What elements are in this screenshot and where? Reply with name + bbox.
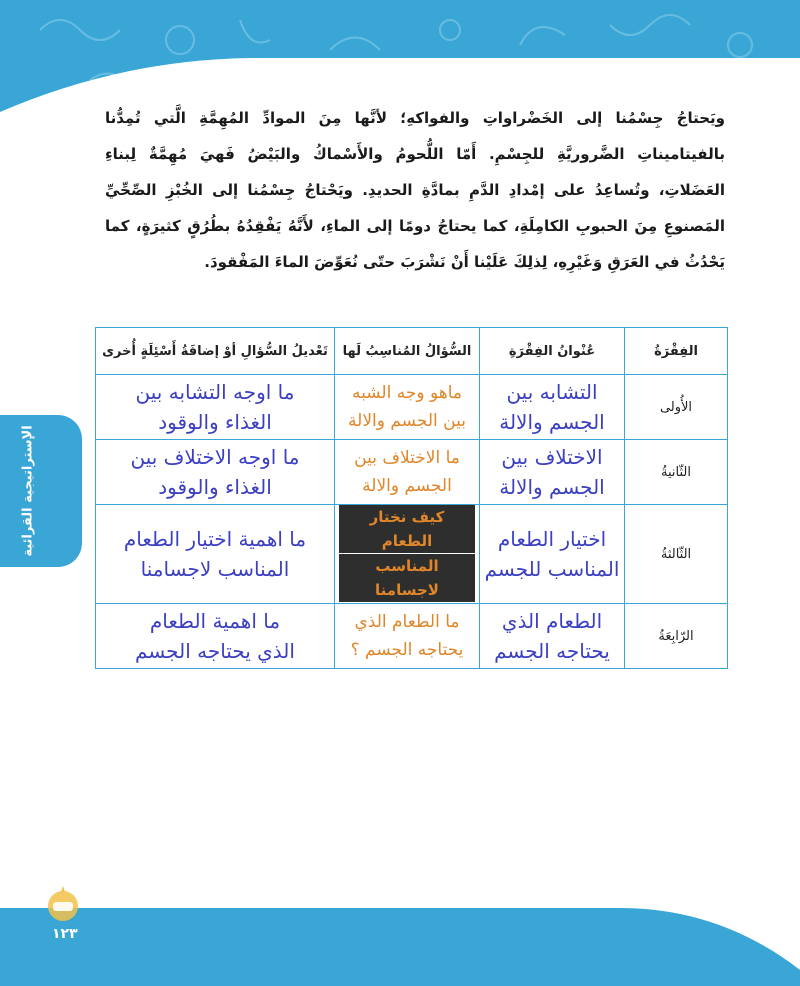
- row-paragraph: الثّانيةُ: [625, 440, 728, 505]
- table-row: [96, 375, 728, 440]
- body-paragraph: ويَحتاجُ جِسْمُنا إلى الخَضْراواتِ والفواكهِ؛ لأنَّها مِنَ الموادِّ المُهِمَّةِ الَّتي تُمِدُّنا بالفيتاميناتِ الضَّروريَّةِ للجِسْمِ. أَمّا اللُّحومُ والأَسْماكُ والبَيْضُ فَهيَ مُهِمَّةٌ لِبناءِ العَضَلاتِ، وتُساعِدُ على إمْدادِ الدَّمِ بمادَّةِ الحديدِ. ويَحْتاجُ جِسْمُنا إلى الخُبْزِ الصِّحِّيِّ المَصنوعِ مِنَ الحبوبِ الكامِلَةِ، كما يحتاجُ دومًا إلى الماءِ، لأَنَّهُ يَفْقِدُهُ بطُرُقٍ كثيرَةٍ، كما يَحْدُثُ في العَرَقِ وَغَيْرِهِ، لِذلِكَ عَلَيْنا أَنْ نَشْرَبَ حتّى نُعَوِّضَ الماءَ المَفْقودَ.: [105, 109, 725, 271]
- row-title-line: الطعام الذي: [501, 609, 603, 633]
- row-modified: [96, 375, 335, 440]
- row-title-line: الاختلاف بين: [501, 445, 603, 469]
- row-modified-line: ما اهمية اختيار الطعام: [123, 527, 307, 551]
- row-title: [480, 604, 625, 669]
- row-modified: [96, 440, 335, 505]
- row-title-line: التشابه بين: [506, 380, 598, 404]
- row-title-line: يحتاجه الجسم: [494, 639, 610, 663]
- paragraph-questions-table: [95, 327, 728, 669]
- row-modified: [96, 604, 335, 669]
- row-title: [480, 375, 625, 440]
- table-row: [96, 604, 728, 669]
- header-modified: تَعْديلُ السُّؤالِ أوْ إضافَةُ أَسْئِلَةٍ أُخرى: [96, 328, 335, 375]
- row-question-line: بين الجسم والالة: [348, 411, 466, 431]
- row-title: [480, 440, 625, 505]
- row-paragraph: الثّالثةُ: [625, 505, 728, 604]
- table-header-row: [96, 328, 728, 375]
- row-modified-line: المناسب لاجسامنا: [140, 557, 290, 581]
- header-paragraph: الفِقْرَةُ: [625, 328, 728, 375]
- side-tab-label: الإستراتيجية القرائية: [20, 425, 36, 557]
- row-question-line: كيف نختار الطعام: [339, 505, 475, 553]
- row-modified-line: ما اوجه الاختلاف بين: [130, 445, 300, 469]
- row-title-line: اختيار الطعام: [497, 527, 607, 551]
- row-paragraph: الأُولى: [625, 375, 728, 440]
- footer-wave: [0, 900, 800, 986]
- row-question: [335, 604, 480, 669]
- row-question-line: ما الاختلاف بين: [354, 448, 460, 468]
- row-question-highlighted: [335, 505, 480, 604]
- row-question-line: المناسب لاجسامنا: [339, 554, 475, 602]
- row-modified-line: الغذاء والوقود: [158, 410, 272, 434]
- row-title-line: المناسب للجسم: [484, 557, 620, 581]
- side-tab: [0, 415, 82, 567]
- row-title-line: الجسم والالة: [499, 410, 605, 434]
- row-modified-line: ما اوجه التشابه بين: [135, 380, 295, 404]
- row-title-line: الجسم والالة: [499, 475, 605, 499]
- publisher-logo-icon: [40, 880, 86, 926]
- row-question: [335, 375, 480, 440]
- row-modified: [96, 505, 335, 604]
- row-title: [480, 505, 625, 604]
- row-modified-line: الغذاء والوقود: [158, 475, 272, 499]
- row-paragraph: الرّابِعَةُ: [625, 604, 728, 669]
- table-row: [96, 440, 728, 505]
- row-question-line: ماهو وجه الشبه: [352, 383, 462, 403]
- row-question-line: يحتاجه الجسم ؟: [350, 640, 464, 660]
- row-modified-line: ما اهمية الطعام: [149, 609, 281, 633]
- row-question-line: ما الطعام الذي: [354, 612, 460, 632]
- table-row: [96, 505, 728, 604]
- header-title: عُنْوانُ الفِقْرَةِ: [480, 328, 625, 375]
- row-modified-line: الذي يحتاجه الجسم: [135, 639, 295, 663]
- row-question-line: الجسم والالة: [362, 476, 452, 496]
- header-question: السُّؤالُ المُناسِبُ لَها: [335, 328, 480, 375]
- page-number: ١٢٣: [52, 926, 78, 942]
- row-question: [335, 440, 480, 505]
